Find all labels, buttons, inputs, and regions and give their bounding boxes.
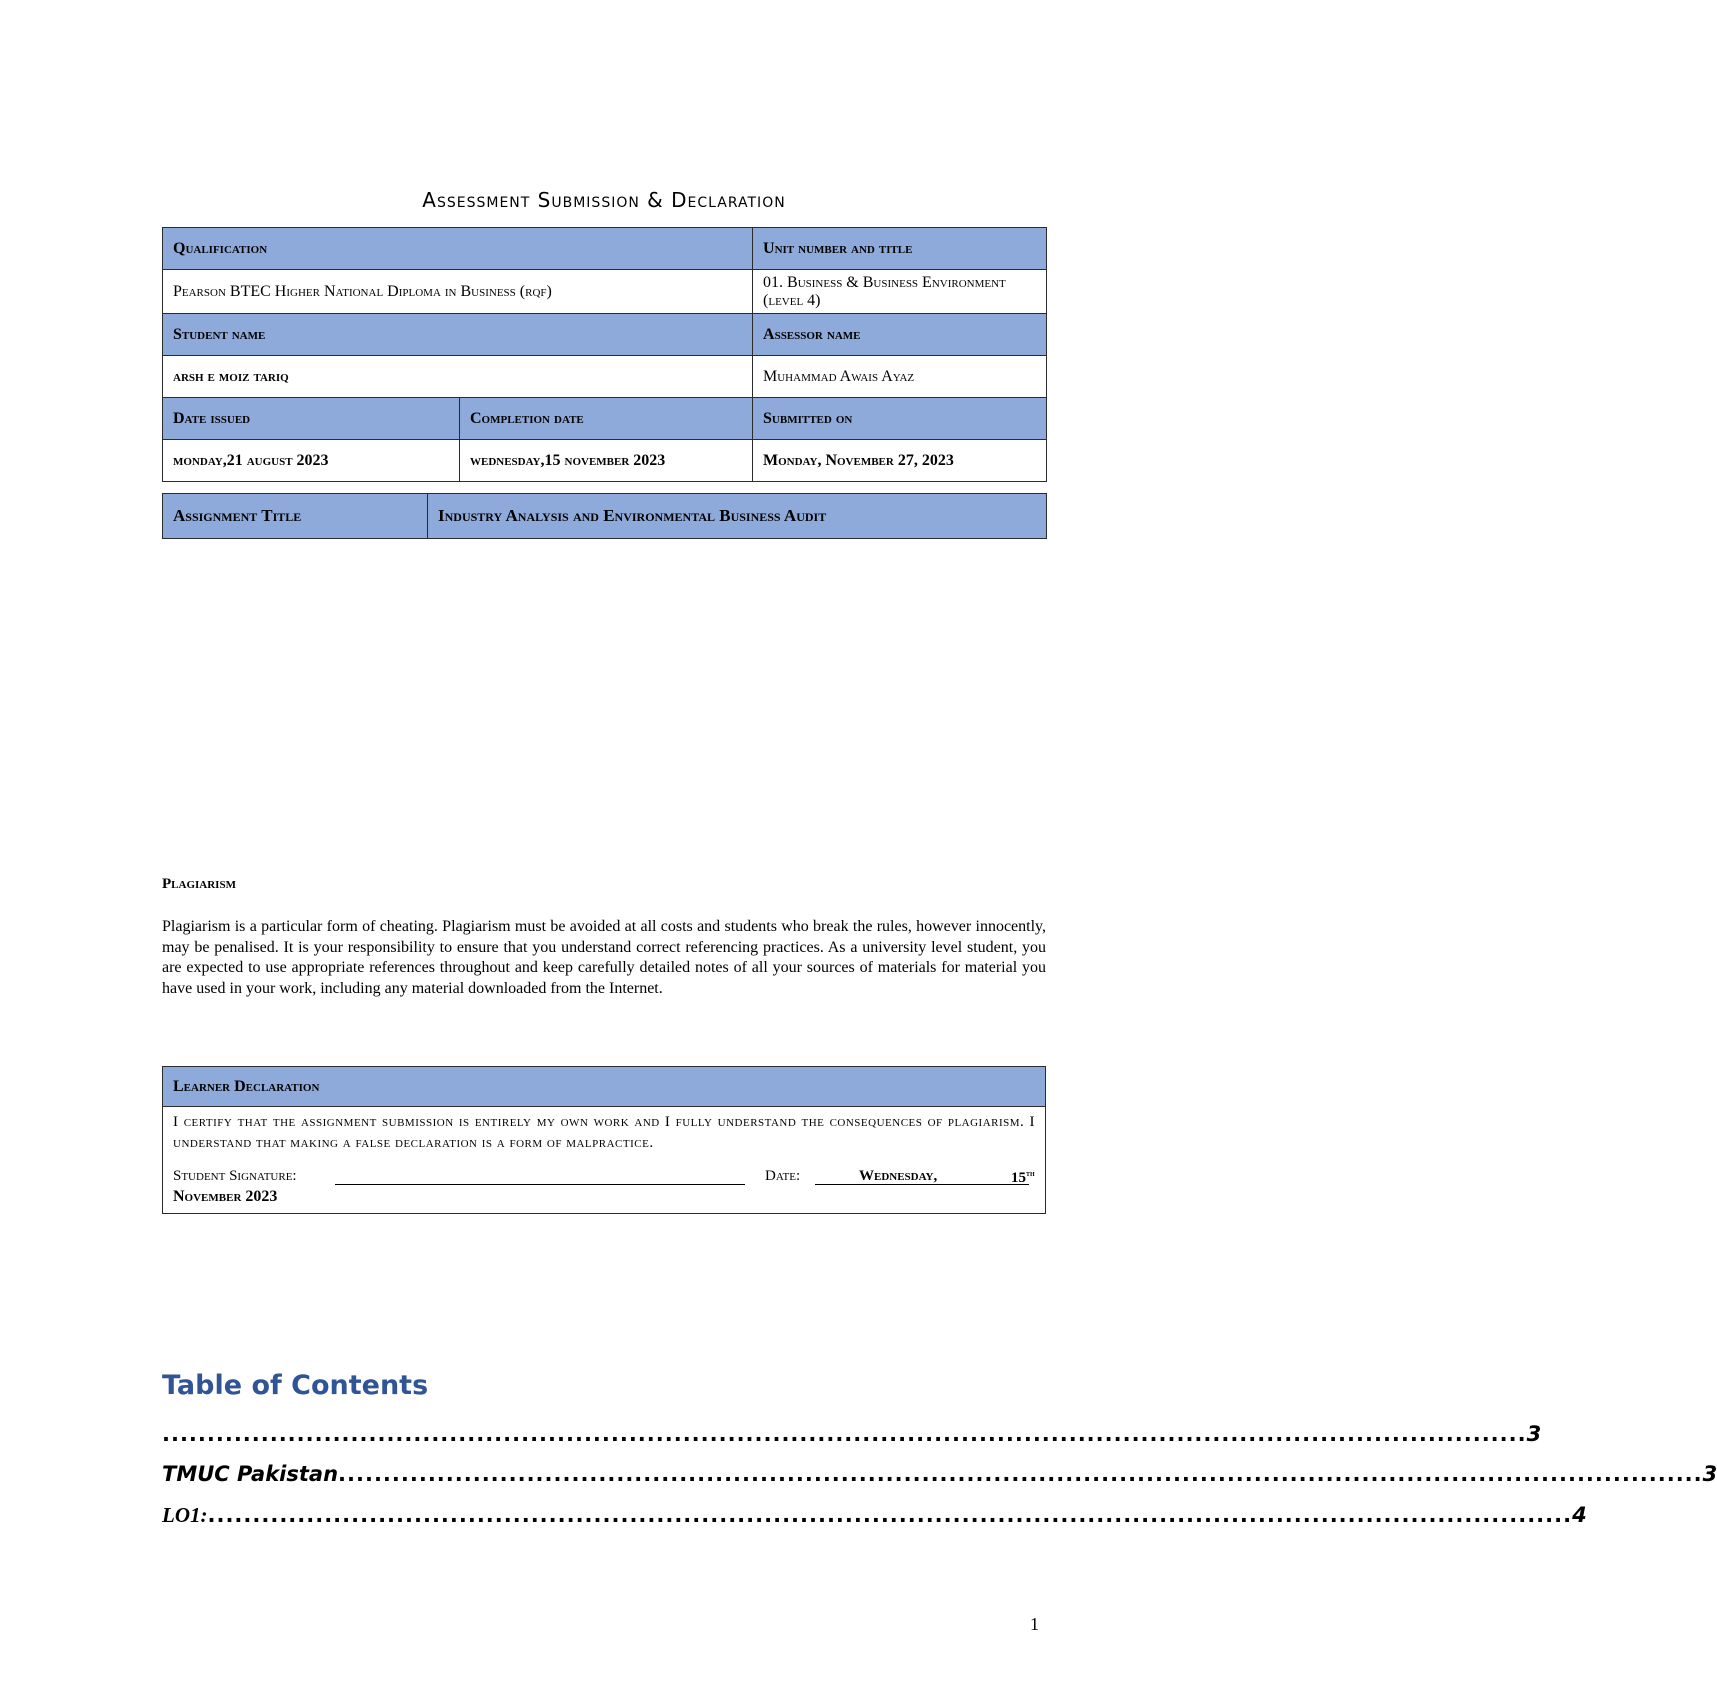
- toc-entry-page: 3: [1526, 1422, 1542, 1446]
- date-label: Date:: [765, 1168, 801, 1184]
- toc-entry[interactable]: [162, 1462, 1717, 1492]
- student-name-value: arsh e moiz tariq: [163, 356, 753, 398]
- date-continuation: November 2023: [173, 1188, 278, 1205]
- plagiarism-heading: Plagiarism: [162, 876, 236, 892]
- toc-entry[interactable]: [162, 1422, 1542, 1452]
- toc-dot-leader: ........................................................................................................................................................: [338, 1462, 1703, 1486]
- unit-value: 01. Business & Business Environment (level 4): [753, 270, 1047, 314]
- date-day: Wednesday,: [859, 1168, 938, 1184]
- completion-date-value: wednesday,15 november 2023: [460, 440, 753, 482]
- submitted-on-label: Submitted on: [753, 398, 1047, 440]
- assessment-info-table: [162, 227, 1047, 482]
- signature-row: [173, 1168, 1035, 1190]
- toc-entry-page: 4: [1572, 1503, 1587, 1527]
- completion-date-label: Completion date: [460, 398, 753, 440]
- signature-line: [335, 1184, 745, 1185]
- date-suffix: th: [1026, 1168, 1035, 1178]
- learner-declaration-box: [162, 1066, 1046, 1214]
- date-issued-value: monday,21 august 2023: [163, 440, 460, 482]
- toc-dot-leader: ........................................................................................................................................................: [207, 1503, 1573, 1527]
- toc-dot-leader: ........................................................................................................................................................: [162, 1422, 1527, 1446]
- assignment-title-table: [162, 493, 1047, 539]
- date-number: [1011, 1168, 1035, 1187]
- page-title: Assessment Submission & Declaration: [422, 188, 786, 212]
- toc-entry[interactable]: [162, 1503, 1587, 1533]
- qualification-value: Pearson BTEC Higher National Diploma in Business (rqf): [163, 270, 753, 314]
- toc-entry-text: TMUC Pakistan: [162, 1462, 339, 1486]
- declaration-text: I certify that the assignment submission is entirely my own work and I fully understand the consequences of plagiarism. I understand that making a false declaration is a form of malpractice.: [173, 1114, 1035, 1151]
- student-name-label: Student name: [163, 314, 753, 356]
- declaration-heading: Learner Declaration: [163, 1067, 1045, 1107]
- date-number-value: 15: [1011, 1170, 1026, 1186]
- qualification-label: Qualification: [163, 228, 753, 270]
- submitted-on-value: Monday, November 27, 2023: [753, 440, 1047, 482]
- toc-entry-text: LO1:: [162, 1503, 208, 1527]
- signature-label: Student Signature:: [173, 1168, 297, 1184]
- unit-label: Unit number and title: [753, 228, 1047, 270]
- assignment-title-value: Industry Analysis and Environmental Business Audit: [428, 494, 1047, 539]
- assessor-name-label: Assessor name: [753, 314, 1047, 356]
- assignment-title-label: Assignment Title: [163, 494, 428, 539]
- date-issued-label: Date issued: [163, 398, 460, 440]
- toc-entry-page: 3: [1702, 1462, 1717, 1486]
- toc-title: Table of Contents: [162, 1370, 429, 1401]
- page-number: 1: [1030, 1614, 1039, 1634]
- plagiarism-text: Plagiarism is a particular form of cheating. Plagiarism must be avoided at all costs and students who break the rules, however innocently, may be penalised. It is your responsibility to ensure that you understand correct referencing practices. As a university level student, you are expected to use appropriate references throughout and keep carefully detailed notes of all your sources of materials for material you have used in your work, including any material downloaded from the Internet.: [162, 918, 1046, 997]
- assessor-name-value: Muhammad Awais Ayaz: [753, 356, 1047, 398]
